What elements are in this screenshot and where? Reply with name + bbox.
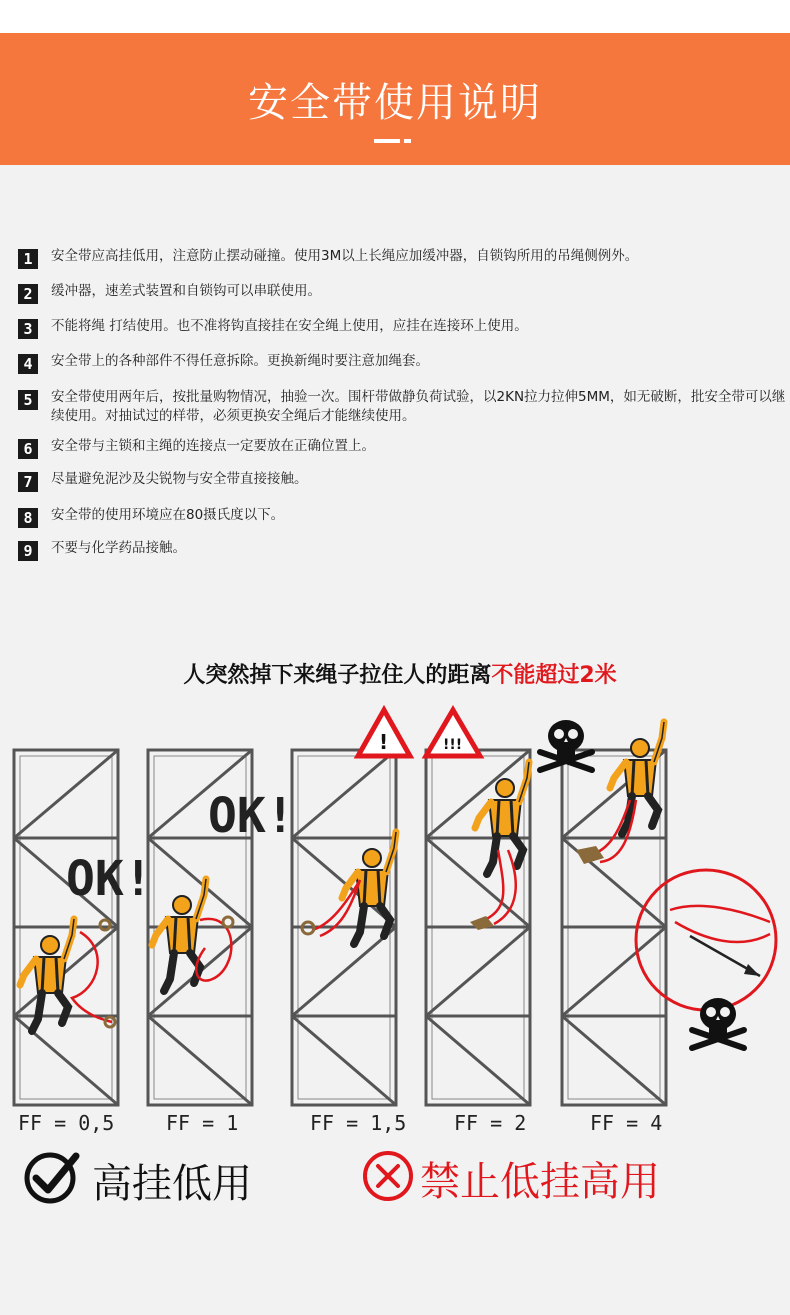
arrow-head-icon [744,964,760,976]
rule-text: 安全带应高挂低用，注意防止摆动碰撞。使用3M以上长绳应加缓冲器，自锁钩所用的吊绳侧例外。 [51,248,639,264]
rule-text: 安全带使用两年后，按批量购物情况，抽验一次。围杆带做静负荷试验，以2KN拉力拉伸5MM，如无破断，批安全带可以继续使用。对抽试过的样带，必须更换安全绳后才能继续使用。 [51,389,786,424]
rule-number-badge: 3 [18,319,38,339]
skull-icon [540,720,592,770]
title-underline-dot [404,139,411,143]
rule-text: 不能将绳 打结使用。也不准将钩直接挂在安全绳上使用，应挂在连接环上使用。 [51,318,528,334]
rule-text: 安全带的使用环境应在80摄氏度以下。 [51,507,285,523]
ok-label: OK! [66,851,153,907]
rule-number-badge: 9 [18,541,38,561]
rule-text: 缓冲器，速差式装置和自锁钩可以串联使用。 [51,283,321,299]
warning-glyph: !!! [443,737,463,753]
skull-icon [692,998,744,1048]
headline-warning-text: 不能超过2米 [491,663,617,688]
anchor-hook [576,846,604,864]
rule-number-badge: 4 [18,354,38,374]
warning-glyph: ! [379,730,389,754]
check-circle-icon [22,1148,80,1206]
climber-figure [475,762,529,874]
title-underline [374,139,400,143]
scaffold-frame-3 [292,750,396,1105]
rule-number-badge: 2 [18,284,38,304]
usage-summary [0,1148,790,1208]
headline-main-text: 人突然掉下来绳子拉住人的距离 [183,663,492,688]
fall-factor-illustration [0,700,790,1145]
rule-number-badge: 6 [18,439,38,459]
top-margin [0,0,790,33]
rule-text: 不要与化学药品接触。 [51,540,186,556]
ok-label: OK! [208,788,295,844]
rule-text: 尽量避免泥沙及尖锐物与安全带直接接触。 [51,471,308,487]
fall-factor-label: FF = 4 [590,1111,663,1135]
page-title: 安全带使用说明 [248,80,542,126]
rule-number-badge: 5 [18,390,38,410]
correct-usage-text: 高挂低用 [92,1161,252,1207]
rule-text: 安全带上的各种部件不得任意拆除。更换新绳时要注意加绳套。 [51,353,429,369]
rule-number-badge: 8 [18,508,38,528]
fall-factor-label: FF = 1 [166,1111,239,1135]
lanyard-rope [72,932,112,1022]
anchor-hook [223,917,233,927]
rule-number-badge: 7 [18,472,38,492]
climber-figure [20,919,74,1031]
fall-factor-label: FF = 1,5 [310,1111,407,1135]
title-banner [0,33,790,165]
climber-figure [610,722,664,834]
zoomed-rope [670,906,770,942]
anchor-hook [100,920,110,930]
fall-factor-label: FF = 2 [454,1111,527,1135]
prohibited-usage-text: 禁止低挂高用 [420,1159,660,1205]
fall-distance-headline [0,658,790,689]
rule-number-badge: 1 [18,249,38,269]
rule-text: 安全带与主锁和主绳的连接点一定要放在正确位置上。 [51,438,375,454]
fall-factor-label: FF = 0,5 [18,1111,115,1135]
cross-circle-icon [360,1148,416,1204]
